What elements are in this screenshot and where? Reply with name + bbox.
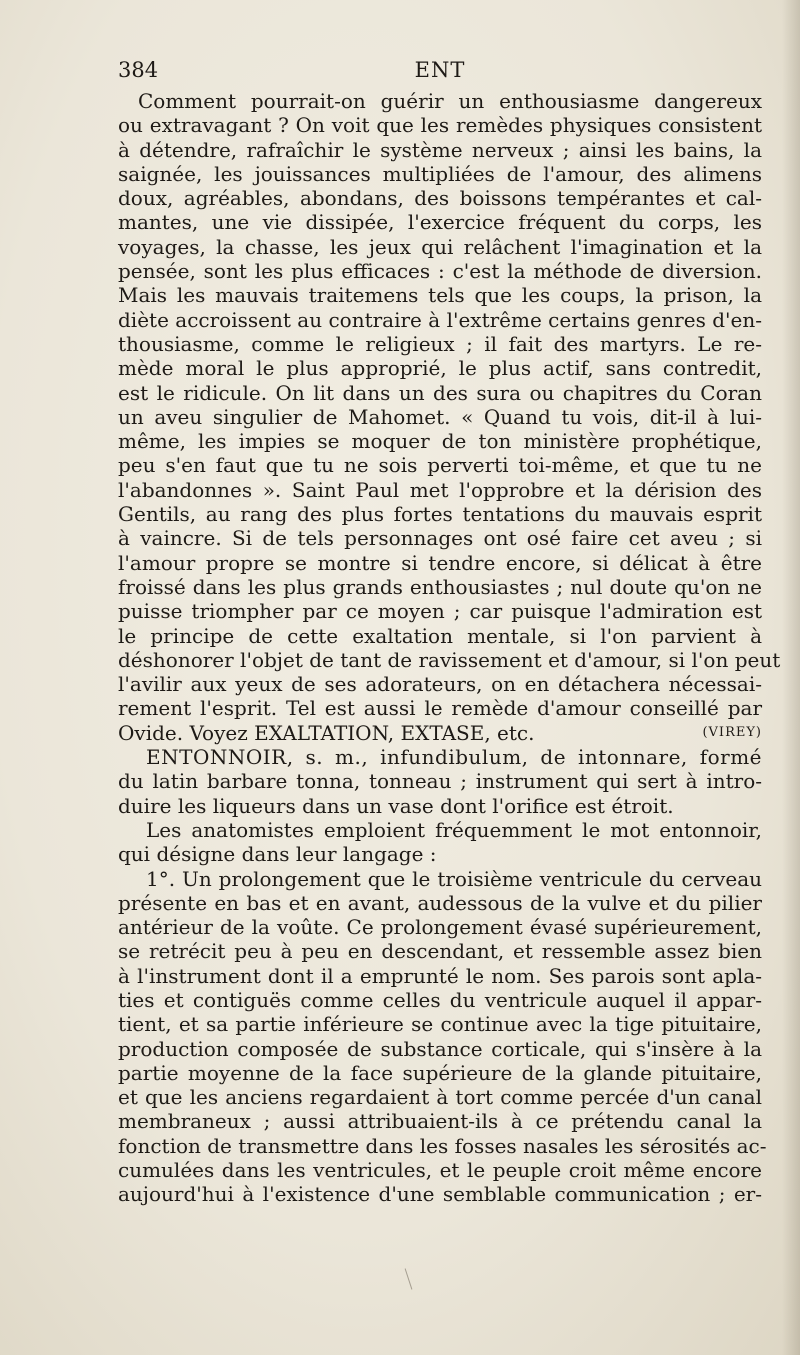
text-line: est le ridicule. On lit dans un des sura ou chapitres du Coran [118, 380, 762, 405]
ink-mark [405, 1268, 413, 1289]
text-line: l'abandonnes ». Saint Paul met l'opprobre et la dérision des [118, 477, 762, 502]
entry-heading-line: ENTONNOIR, s. m., infundibulum, de intonnare, formé [146, 745, 762, 770]
text-line: membraneux ; aussi attribuaient-ils à ce prétendu canal la [118, 1109, 762, 1134]
text-line: l'avilir aux yeux de ses adorateurs, on en détachera nécessai- [118, 672, 762, 697]
text-line: Gentils, au rang des plus fortes tentations du mauvais esprit [118, 502, 762, 527]
page-edge-shadow [782, 0, 800, 1355]
text-line: mantes, une vie dissipée, l'exercice fréquent du corps, les [118, 210, 762, 235]
text-line: même, les impies se moquer de ton ministère prophétique, [118, 429, 762, 454]
text-line: voyages, la chasse, les jeux qui relâchent l'imagination et la [118, 234, 762, 259]
text-line: mède moral le plus approprié, le plus actif, sans contredit, [118, 356, 762, 381]
text-line: diète accroissent au contraire à l'extrême certains genres d'en- [118, 307, 762, 332]
text-line: duire les liqueurs dans un vase dont l'orifice est étroit. [118, 793, 674, 818]
text-line: 1°. Un prolongement que le troisième ventricule du cerveau [146, 866, 762, 891]
text-line: fonction de transmettre dans les fosses nasales les sérosités ac- [118, 1133, 767, 1158]
text-line: du latin barbare tonna, tonneau ; instrument qui sert à intro- [118, 769, 762, 794]
text-line: à détendre, rafraîchir le système nerveux ; ainsi les bains, la [118, 137, 762, 162]
body-text [118, 89, 781, 1207]
text-line: ties et contiguës comme celles du ventricule auquel il appar- [118, 987, 762, 1012]
author-signature: (VIREY) [702, 724, 762, 740]
text-line: aujourd'hui à l'existence d'une semblable communication ; er- [118, 1182, 762, 1207]
text-line: présente en bas et en avant, audessous de la vulve et du pilier [118, 890, 762, 915]
text-line: un aveu singulier de Mahomet. « Quand tu vois, dit-il à lui- [118, 404, 762, 429]
text-line: rement l'esprit. Tel est aussi le remède d'amour conseillé par [118, 696, 762, 721]
text-line: se retrécit peu à peu en descendant, et ressemble assez bien [118, 939, 762, 964]
text-line: production composée de substance corticale, qui s'insère à la [118, 1036, 762, 1061]
text-line: cumulées dans les ventricules, et le peuple croit même encore [118, 1158, 762, 1183]
text-line: tient, et sa partie inférieure se continue avec la tige pituitaire, [118, 1012, 762, 1037]
text-line: à l'instrument dont il a emprunté le nom. Ses parois sont apla- [118, 963, 762, 988]
text-line: Les anatomistes emploient fréquemment le mot entonnoir, [146, 817, 762, 842]
text-line: thousiasme, comme le religieux ; il fait des martyrs. Le re- [118, 331, 762, 356]
running-head: ENT [414, 58, 466, 82]
page-header [118, 58, 762, 88]
text-line: et que les anciens regardaient à tort comme percée d'un canal [118, 1085, 762, 1110]
text-line-content: Ovide. Voyez EXALTATION, EXTASE, etc. [118, 720, 535, 745]
text-line: le principe de cette exaltation mentale, si l'on parvient à [118, 623, 762, 648]
text-line: à vaincre. Si de tels personnages ont osé faire cet aveu ; si [118, 526, 762, 551]
text-line: partie moyenne de la face supérieure de la glande pituitaire, [118, 1060, 762, 1085]
text-line-with-signature [118, 721, 762, 745]
text-line: l'amour propre se montre si tendre encore, si délicat à être [118, 550, 762, 575]
text-line: puisse triompher par ce moyen ; car puisque l'admiration est [118, 599, 762, 624]
text-line: Comment pourrait-on guérir un enthousiasme dangereux [138, 89, 762, 113]
text-line: peu s'en faut que tu ne sois perverti toi-même, et que tu ne [118, 453, 762, 478]
text-line: pensée, sont les plus efficaces : c'est la méthode de diversion. [118, 259, 762, 284]
text-line: Mais les mauvais traitemens tels que les coups, la prison, la [118, 283, 762, 308]
text-line: qui désigne dans leur langage : [118, 842, 437, 867]
page-number: 384 [118, 58, 159, 82]
text-line: déshonorer l'objet de tant de ravissement et d'amour, si l'on peut [118, 647, 781, 672]
text-line: doux, agréables, abondans, des boissons tempérantes et cal- [118, 186, 762, 211]
text-line: ou extravagant ? On voit que les remèdes physiques consistent [118, 113, 762, 138]
text-line: froissé dans les plus grands enthousiastes ; nul doute qu'on ne [118, 574, 762, 599]
text-line: saignée, les jouissances multipliées de l'amour, des alimens [118, 161, 762, 186]
text-line: antérieur de la voûte. Ce prolongement évasé supérieurement, [118, 915, 762, 940]
